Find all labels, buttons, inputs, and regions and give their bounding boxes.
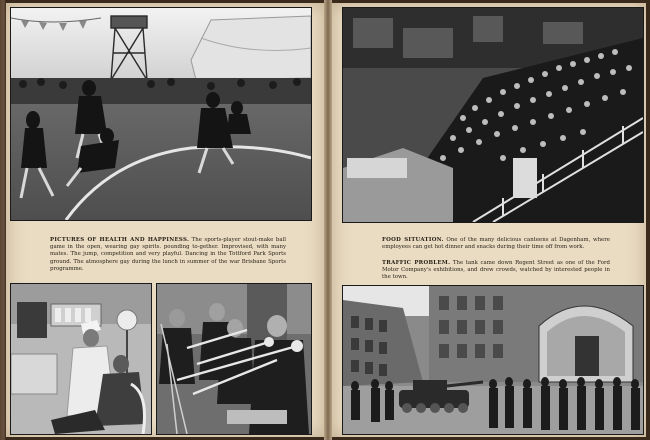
caption-food-situation	[382, 237, 610, 251]
caption-heading: PICTURES OF HEALTH AND HAPPINESS.	[50, 237, 190, 243]
right-page	[332, 3, 646, 437]
left-page	[6, 3, 324, 437]
caption2-body: The tank came down Regent Street as one of the Ford Motor Company's exhibitions, and drew crowds, watched by interested people in the town.	[382, 260, 610, 281]
caption-body: The sports-player stout-make ball game in the open, wearing gay spirits. pounding to-gether. Improvised, with many mates. The jump, competition and very playful. Dancing in the Tottford Park Sports ground. The atmosphere gay during the lunch in summer of the war Brisbane Sports programme.	[50, 237, 286, 272]
caption1-heading: FOOD SITUATION.	[382, 237, 444, 243]
caption2-heading: TRAFFIC PROBLEM.	[382, 260, 451, 266]
photo-nurse-patient	[10, 283, 152, 435]
caption-health-happiness	[50, 237, 286, 273]
caption-traffic-problem	[382, 260, 610, 282]
page-gutter	[324, 0, 332, 440]
photo-tank-street	[342, 285, 644, 435]
photo-canteen-crowd	[342, 7, 644, 223]
caption1-body: One of the many delicious canteens at Dagenham, where employees can get hot dinner and snacks during their time off from work.	[382, 237, 610, 251]
photo-sports-field	[10, 7, 312, 221]
photo-brass-band	[156, 283, 312, 435]
